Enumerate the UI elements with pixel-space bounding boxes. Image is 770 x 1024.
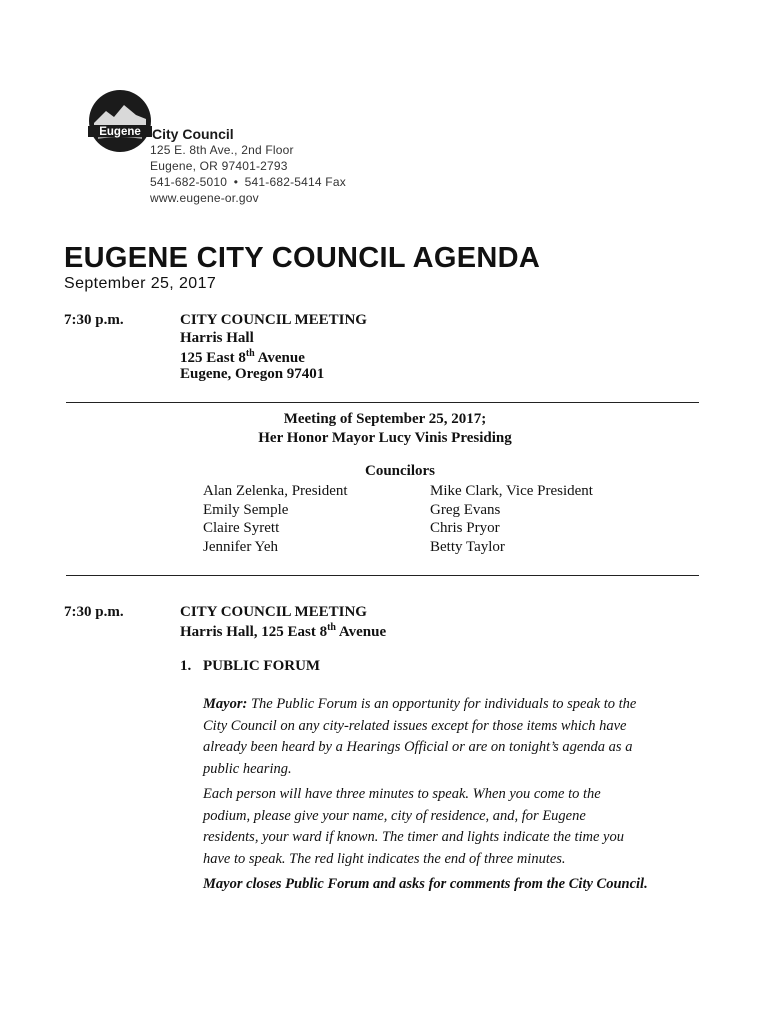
mayor-line-text: The Public Forum is an opportunity for individuals to speak to the [247, 696, 637, 712]
councilor-name: Claire Syrett [203, 520, 280, 536]
second-meeting-venue [180, 622, 386, 641]
letterhead-website: www.eugene-or.gov [150, 191, 259, 205]
divider-bottom [66, 575, 699, 576]
instructions-paragraph [203, 784, 703, 870]
second-meeting-time: 7:30 p.m. [64, 604, 124, 620]
letterhead-org: City Council [152, 126, 234, 142]
councilor-name: Alan Zelenka, President [203, 483, 348, 499]
mayor-line: City Council on any city-related issues except for those items which have [203, 717, 627, 734]
first-meeting-city: Eugene, Oregon 97401 [180, 366, 325, 382]
mayor-line: already been heard by a Hearings Official or are on tonight’s agenda as a [203, 739, 633, 755]
councilor-name: Mike Clark, Vice President [430, 483, 593, 499]
item-title: PUBLIC FORUM [203, 658, 321, 674]
first-address-sup: th [245, 348, 255, 359]
councilors-heading: Councilors [364, 463, 435, 479]
presiding: Her Honor Mayor Lucy Vinis Presiding [258, 430, 512, 446]
instructions-line: have to speak. The red light indicates the end of three minutes. [203, 850, 566, 867]
letterhead-phone-line [150, 175, 346, 189]
first-address-pre: 125 East 8 [180, 350, 246, 366]
instructions-line: residents, your ward if known. The timer and lights indicate the time you [203, 829, 624, 845]
eugene-logo [88, 89, 152, 153]
councilor-name: Jennifer Yeh [203, 538, 278, 555]
second-meeting-name: CITY COUNCIL MEETING [180, 604, 367, 620]
councilors-left-column [203, 482, 348, 556]
item-number: 1. [180, 658, 192, 674]
councilor-name: Chris Pryor [430, 520, 500, 536]
letterhead-fax: 541-682-5414 Fax [244, 175, 346, 189]
letterhead-address1: 125 E. 8th Ave., 2nd Floor [150, 143, 294, 157]
first-meeting-venue: Harris Hall [180, 330, 254, 346]
mayor-line: public hearing. [203, 760, 292, 777]
councilor-name: Betty Taylor [430, 538, 505, 555]
first-meeting-name: CITY COUNCIL MEETING [180, 312, 367, 328]
page-title: EUGENE CITY COUNCIL AGENDA [64, 242, 541, 274]
logo-wordmark: Eugene [99, 126, 141, 138]
divider-top [66, 402, 699, 403]
councilor-name: Greg Evans [430, 501, 501, 518]
second-venue-sup: th [327, 622, 336, 633]
meeting-of: Meeting of September 25, 2017; [283, 411, 487, 427]
separator-bullet-icon: • [233, 175, 239, 189]
closing-instruction: Mayor closes Public Forum and asks for comments from the City Council. [203, 876, 648, 892]
letterhead-phone: 541-682-5010 [150, 175, 228, 189]
mayor-paragraph [203, 694, 703, 780]
letterhead-address2: Eugene, OR 97401-2793 [150, 159, 288, 173]
mayor-line [203, 694, 703, 716]
second-venue-post: Avenue [335, 624, 387, 640]
instructions-line: Each person will have three minutes to speak. When you come to the [203, 786, 601, 802]
agenda-date: September 25, 2017 [64, 275, 217, 292]
second-venue-pre: Harris Hall, 125 East 8 [180, 624, 328, 640]
councilors-right-column [430, 482, 593, 556]
councilor-name: Emily Semple [203, 501, 289, 518]
first-meeting-time: 7:30 p.m. [64, 312, 124, 328]
first-meeting-address [180, 348, 305, 367]
first-address-post: Avenue [254, 350, 305, 366]
mayor-label: Mayor: [203, 696, 248, 712]
instructions-line: podium, please give your name, city of residence, and, for Eugene [203, 807, 586, 824]
